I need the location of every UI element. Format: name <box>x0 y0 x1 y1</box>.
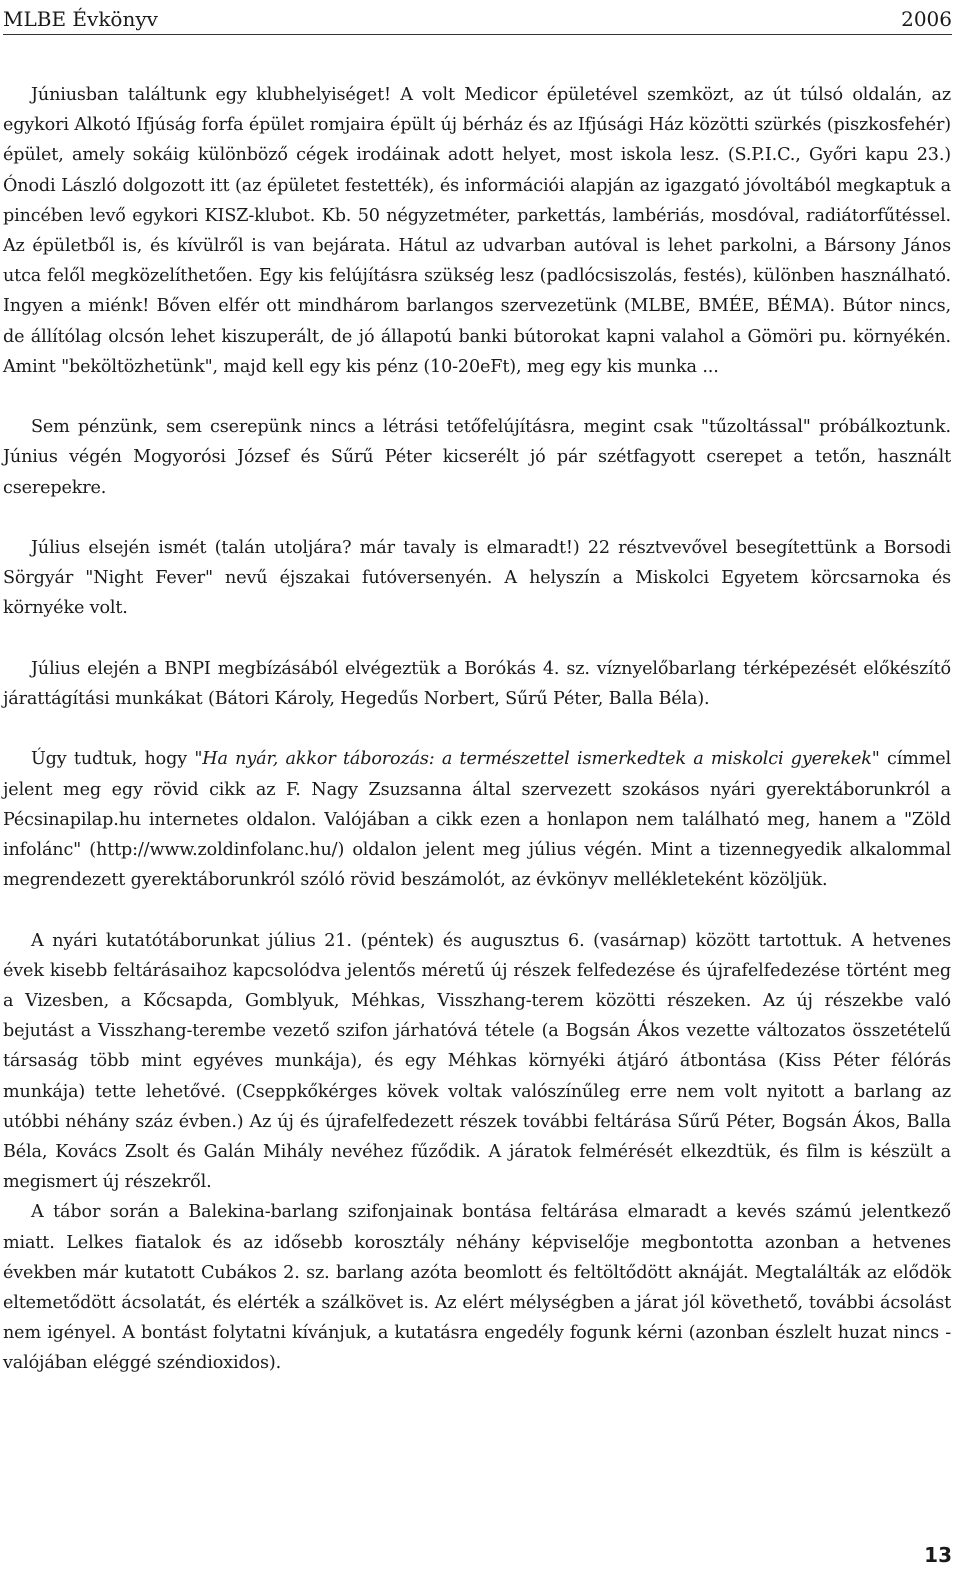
paragraph-summer-camp: A nyári kutatótáborunkat július 21. (péntek) és augusztus 6. (vasárnap) között tartottuk. A hetvenes évek kisebb feltárásaihoz kapcsolódva jelentős méretű új részek felfedezése és újrafelfedezése történt meg a Vizesben, a Kőcsapda, Gomblyuk, Méhkas, Visszhang-terem közötti részeken. Az új részekbe való bejutást a Visszhang-terembe vezető szifon járhatóvá tétele (a Bogsán Ákos vezette változatos összetételű társaság több mint egyéves munkája), és egy Méhkas környéki átjáró átbontása (Kiss Péter félórás munkája) tette lehetővé. (Cseppkőkérges kövek voltak valószínűleg erre nem volt nyitott a barlang az utóbbi néhány száz évben.) Az új és újrafelfedezett részek további feltárása Sűrű Péter, Bogsán Ákos, Balla Béla, Kovács Zsolt és Galán Mihály nevéhez fűződik. A járatok felmérését elkezdtük, és film is készült a megismert új részekről. <box>3 930 951 1193</box>
page-number: 13 <box>924 1543 952 1567</box>
paragraph-clubroom: Júniusban találtunk egy klubhelyiséget! A volt Medicor épületével szemközt, az út túlsó oldalán, az egykori Alkotó Ifjúság forfa épület romjaira épült új bérház és az Ifjúsági Ház közötti szürkés (piszkosfehér) épület, amely sokáig különböző cégek irodáinak adott helyet, most iskola lesz. (S.P.I.C., Győri kapu 23.) Ónodi László dolgozott itt (az épületet festették), és információi alapján az igazgató jóvoltából megkaptuk a pincében levő egykori KISZ-klubot. Kb. 50 négyzetméter, parkettás, lambériás, mosdóval, radiátorfűtéssel. Az épületből is, és kívülről is van bejárata. Hátul az udvarban autóval is lehet parkolni, a Bársony János utca felől megközelíthetően. Egy kis felújításra szükség lesz (padlócsiszolás, festés), különben használható. Ingyen a miénk! Bőven elfér ott mindhárom barlangos szervezetünk (MLBE, BMÉE, BÉMA). Bútor nincs, de állítólag olcsón lehet kiszuperált, de jó állapotú banki bútorokat kapni valahol a Gömöri pu. környékén. Amint "beköltözhetünk", majd kell egy kis pénz (10-20eFt), meg egy kis munka ... <box>3 85 951 377</box>
article-title: Ha nyár, akkor táborozás: a természettel ismerkedtek a miskolci gyerekek <box>202 749 872 770</box>
paragraph-balekina: A tábor során a Balekina-barlang szifonjainak bontása feltárása elmaradt a kevés számú jelentkező miatt. Lelkes fiatalok és az idősebb korosztály néhány képviselője megbontotta azonban a hetvenes években már kutatott Cubákos 2. sz. barlang azóta beomlott és feltöltődött aknáját. Megtalálták az elődök eltemetődött ácsolatát, és elérték a szálkövet is. Az elért mélységben a járat jól követhető, további ácsolást nem igényel. A bontást folytatni kívánjuk, a kutatásra engedély fogunk kérni (azonban észlelt huzat nincs - valójában eléggé széndioxidos). <box>3 1202 951 1374</box>
paragraph-roof: Sem pénzünk, sem cserepünk nincs a létrási tetőfelújításra, megint csak "tűzoltással" próbálkoztunk. Június végén Mogyorósi József és Sűrű Péter kicserélt jó pár szétfagyott cserepet a tetőn, használt cserepekre. <box>3 417 951 498</box>
article-text-before: Úgy tudtuk, hogy " <box>31 749 203 770</box>
paragraph-borokas: Július elején a BNPI megbízásából elvégeztük a Borókás 4. sz. víznyelőbarlang térképezését előkészítő járattágítási munkákat (Bátori Károly, Hegedűs Norbert, Sűrű Péter, Balla Béla). <box>3 658 951 710</box>
header-title: MLBE Évkönyv <box>3 7 158 31</box>
page-header <box>3 2 952 35</box>
paragraph-night-fever: Július elsején ismét (talán utoljára? már tavaly is elmaradt!) 22 résztvevővel besegítettünk a Borsodi Sörgyár "Night Fever" nevű éjszakai futóversenyén. A helyszín a Miskolci Egyetem körcsarnoka és környéke volt. <box>3 538 951 619</box>
paragraph-article <box>3 744 951 895</box>
header-year: 2006 <box>901 7 952 31</box>
page-content <box>3 80 951 1379</box>
article-text-after: " címmel jelent meg egy rövid cikk az F. Nagy Zsuzsanna által szervezett szokásos nyári gyerektáborunkról a Pécsinapilap.hu internetes oldalon. Valójában a cikk ezen a honlapon nem található meg, hanem a "Zöld infolánc" (http://www.zoldinfolanc.hu/) oldalon jelent meg július végén. Mint a tizennegyedik alkalommal megrendezett gyerektáborunkról szóló rövid beszámolót, az évkönyv mellékleteként közöljük. <box>3 749 951 891</box>
